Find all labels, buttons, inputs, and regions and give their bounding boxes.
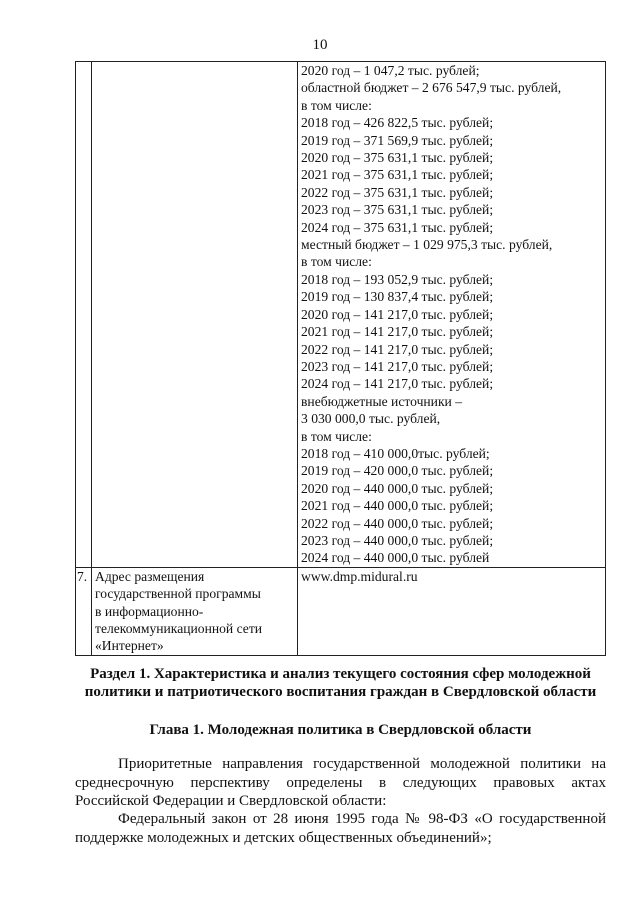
funding-line: 2023 год – 141 217,0 тыс. рублей; <box>301 358 494 374</box>
funding-line: 2023 год – 375 631,1 тыс. рублей; <box>301 202 494 218</box>
page-number: 10 <box>312 37 328 53</box>
body-paragraph <box>75 810 606 847</box>
funding-line: 2022 год – 141 217,0 тыс. рублей; <box>301 341 494 357</box>
row-label-line: государственной программы <box>95 586 261 602</box>
section-title-line: политики и патриотического воспитания граждан в Свердловской области <box>84 684 597 700</box>
funding-line: 3 030 000,0 тыс. рублей, <box>301 411 441 427</box>
funding-line: 2024 год – 440 000,0 тыс. рублей <box>301 550 490 566</box>
table-row-funding <box>76 62 606 568</box>
program-passport-table <box>75 61 606 656</box>
funding-line: 2020 год – 375 631,1 тыс. рублей; <box>301 150 494 166</box>
funding-line: в том числе: <box>301 254 372 270</box>
funding-line: 2021 год – 375 631,1 тыс. рублей; <box>301 167 494 183</box>
chapter-title: Глава 1. Молодежная политика в Свердловской области <box>149 722 532 738</box>
funding-line: местный бюджет – 1 029 975,3 тыс. рублей, <box>301 237 553 253</box>
funding-line: внебюджетные источники – <box>301 393 463 409</box>
funding-line: 2024 год – 141 217,0 тыс. рублей; <box>301 376 494 392</box>
funding-line: 2020 год – 1 047,2 тыс. рублей; <box>301 63 480 78</box>
funding-line: 2022 год – 440 000,0 тыс. рублей; <box>301 515 494 531</box>
funding-line: 2021 год – 141 217,0 тыс. рублей; <box>301 324 494 340</box>
row-label-line: телекоммуникационной сети <box>95 621 263 636</box>
funding-cell <box>298 62 606 568</box>
funding-line: 2019 год – 130 837,4 тыс. рублей; <box>301 289 494 305</box>
funding-line: 2020 год – 141 217,0 тыс. рублей; <box>301 306 494 322</box>
row-label-cell <box>92 567 298 655</box>
funding-line: 2019 год – 420 000,0 тыс. рублей; <box>301 463 494 479</box>
website-address: www.dmp.midural.ru <box>298 567 606 655</box>
funding-line: 2018 год – 410 000,0тыс. рублей; <box>301 445 490 461</box>
funding-line: в том числе: <box>301 428 372 444</box>
row-label-line: Адрес размещения <box>95 568 205 584</box>
table-row-internet-address <box>76 567 606 655</box>
funding-line: в том числе: <box>301 97 372 113</box>
body-paragraph <box>75 755 606 811</box>
table-cell-number <box>76 62 92 568</box>
funding-line: 2018 год – 426 822,5 тыс. рублей; <box>301 115 494 131</box>
funding-line: 2021 год – 440 000,0 тыс. рублей; <box>301 498 494 514</box>
paragraph-text: Федеральный закон от 28 июня 1995 года № 98-ФЗ «О государственной поддержке молодежных и детских общественных объединений»; <box>75 811 606 846</box>
table-cell-label <box>92 62 298 568</box>
paragraph-text: Приоритетные направления государственной молодежной политики на среднесрочную перспективу определены в следующих правовых актах Российской Федерации и Свердловской области: <box>75 756 606 809</box>
row-label-line: «Интернет» <box>95 638 164 654</box>
funding-line: 2018 год – 193 052,9 тыс. рублей; <box>301 271 494 287</box>
row-number: 7. <box>76 567 92 655</box>
funding-line: 2020 год – 440 000,0 тыс. рублей; <box>301 480 494 496</box>
funding-line: 2019 год – 371 569,9 тыс. рублей; <box>301 132 494 148</box>
funding-line: 2023 год – 440 000,0 тыс. рублей; <box>301 532 494 548</box>
section-title <box>75 665 606 701</box>
funding-line: областной бюджет – 2 676 547,9 тыс. рублей, <box>301 80 562 96</box>
funding-line: 2024 год – 375 631,1 тыс. рублей; <box>301 219 494 235</box>
funding-line: 2022 год – 375 631,1 тыс. рублей; <box>301 184 494 200</box>
section-title-line: Раздел 1. Характеристика и анализ текущего состояния сфер молодежной <box>90 666 591 682</box>
row-label-line: в информационно- <box>95 603 204 619</box>
